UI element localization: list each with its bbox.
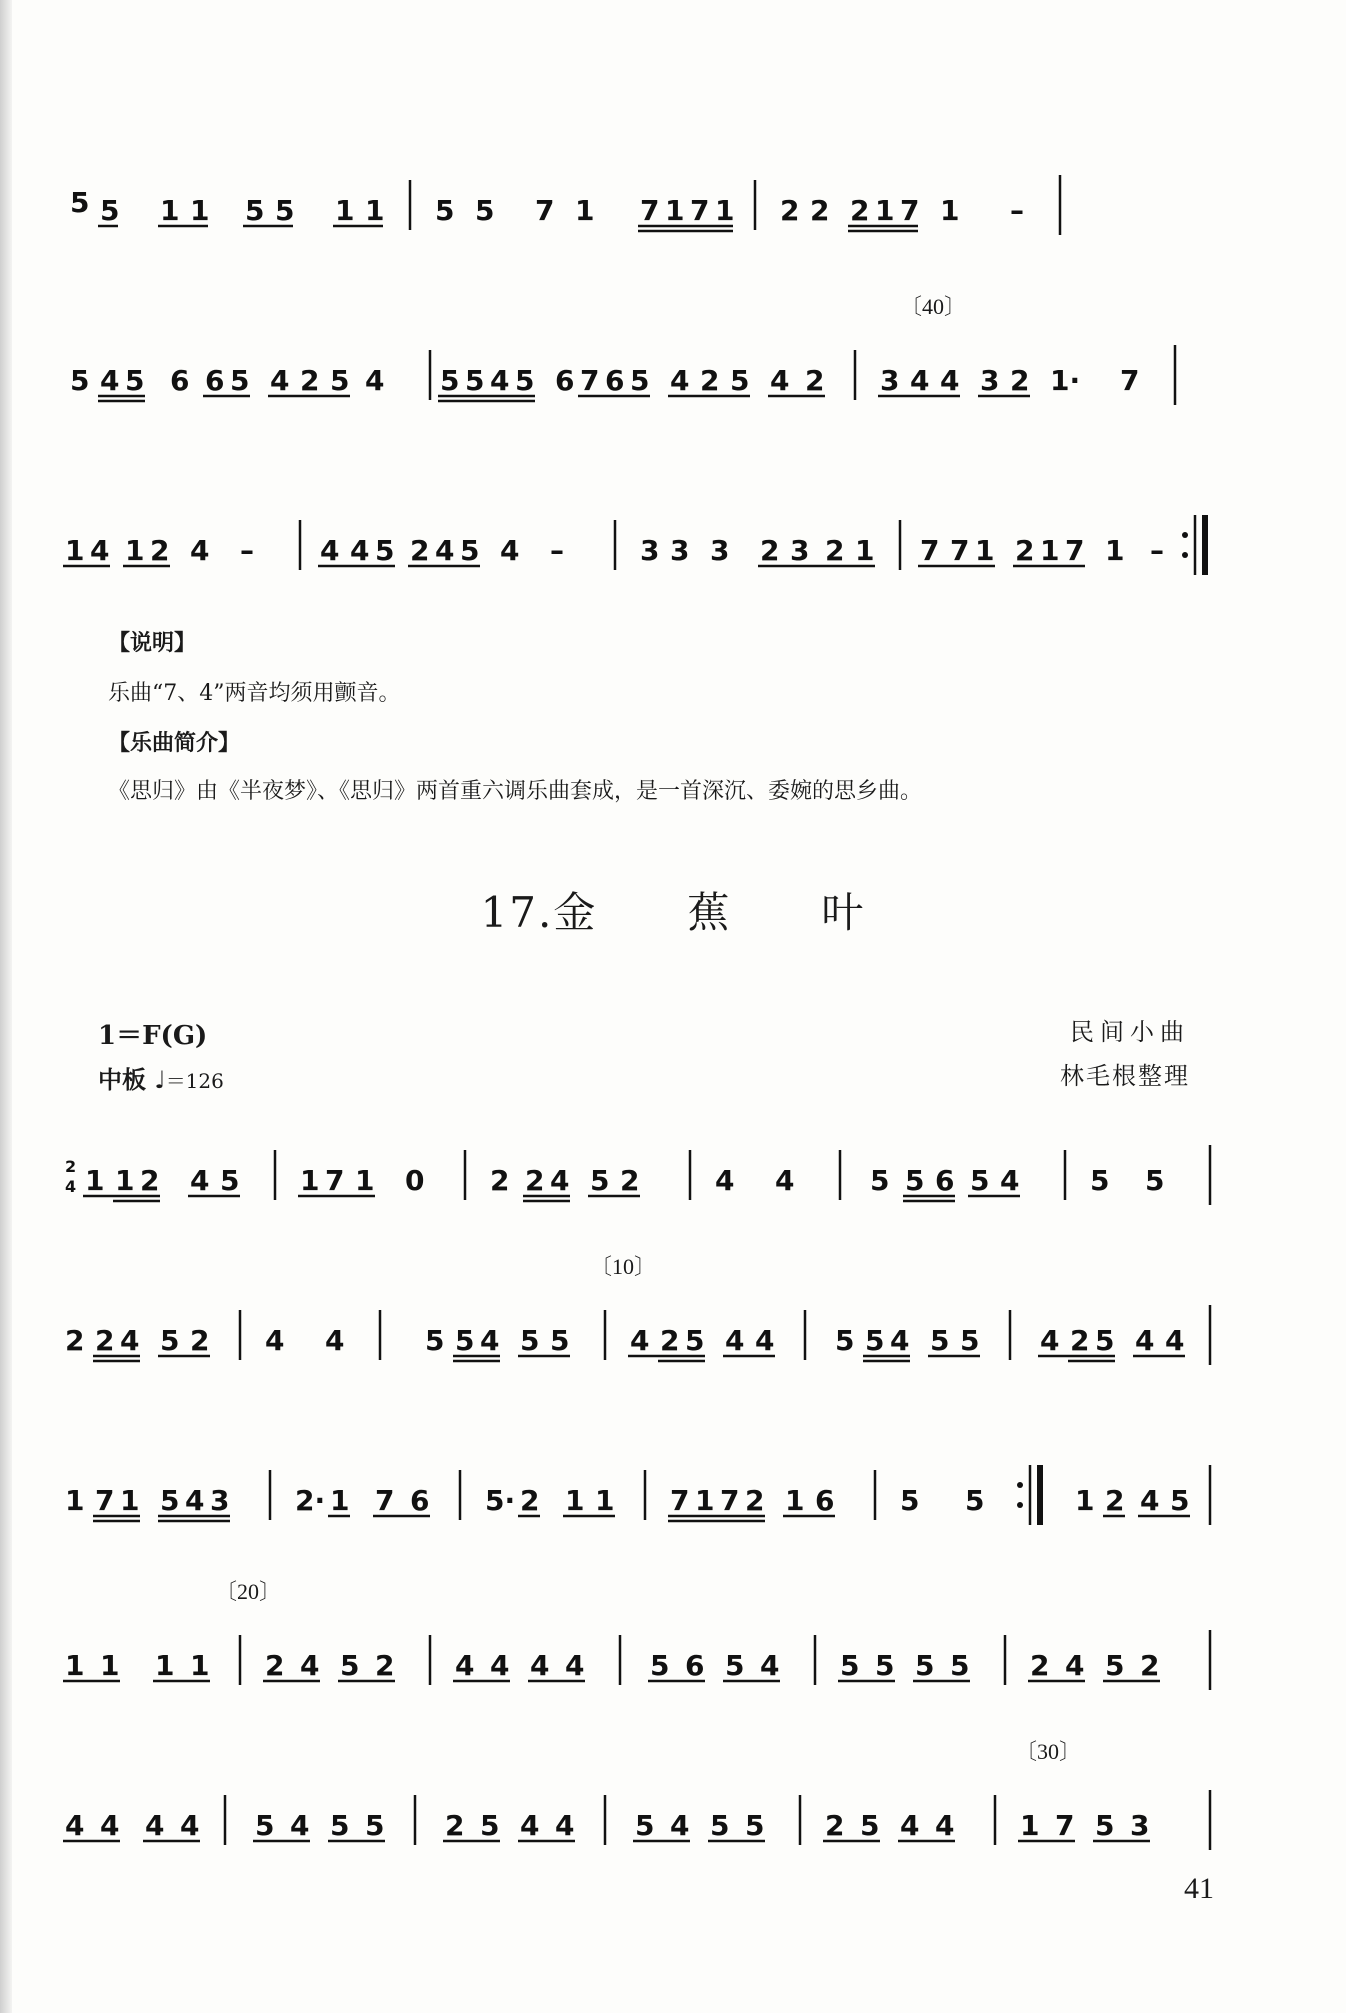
svg-text:1: 1 [365,194,385,227]
svg-text:5: 5 [1095,1324,1115,1357]
svg-text:2: 2 [1010,364,1030,397]
svg-text:5: 5 [100,194,120,227]
svg-text:4: 4 [755,1324,775,1357]
svg-text:1: 1 [120,1484,140,1517]
svg-text:5: 5 [435,194,455,227]
svg-text:6: 6 [555,364,575,397]
svg-text:4: 4 [350,534,370,567]
svg-text:5: 5 [930,1324,950,1357]
svg-text:2: 2 [1105,1484,1125,1517]
svg-text:7: 7 [670,1484,690,1517]
svg-text:2: 2 [850,194,870,227]
svg-text:1·: 1· [1050,364,1081,397]
score-row-8 [60,1739,1220,1875]
svg-text:4: 4 [65,1809,85,1842]
svg-text:4: 4 [145,1809,165,1842]
svg-text:4: 4 [910,364,930,397]
svg-text:4: 4 [565,1649,585,1682]
svg-text:4: 4 [290,1809,310,1842]
svg-text:7: 7 [950,534,970,567]
svg-text:6: 6 [685,1649,705,1682]
explain-text: 乐曲“7、4”两音均须用颤音。 [108,681,401,706]
svg-text:4: 4 [1000,1164,1020,1197]
svg-text:5: 5 [220,1164,240,1197]
svg-text:5: 5 [650,1649,670,1682]
svg-text:5: 5 [1095,1809,1115,1842]
svg-text:4: 4 [1065,1649,1085,1682]
intro-text: 《思归》由《半夜梦》、《思归》两首重六调乐曲套成，是一首深沉、委婉的思乡曲。 [108,779,923,804]
svg-text:1: 1 [715,194,735,227]
svg-text:1: 1 [695,1484,715,1517]
svg-text:6: 6 [170,364,190,397]
svg-text:4: 4 [550,1164,570,1197]
svg-text:4: 4 [555,1809,575,1842]
svg-text:4: 4 [320,534,340,567]
svg-text:5: 5 [710,1809,730,1842]
svg-text:5: 5 [160,1484,180,1517]
svg-text:1: 1 [65,534,85,567]
svg-text:5: 5 [865,1324,885,1357]
svg-text:1: 1 [940,194,960,227]
svg-text:1: 1 [665,194,685,227]
svg-text:4: 4 [935,1809,955,1842]
svg-text:5: 5 [725,1649,745,1682]
svg-text:1: 1 [1020,1809,1040,1842]
score-row-6-graphic [60,1440,1220,1550]
piece-source: 民间小曲 [1070,1018,1190,1046]
svg-text:5: 5 [1090,1164,1110,1197]
score-row-3 [60,490,1220,600]
svg-text:1: 1 [975,534,995,567]
svg-text:2: 2 [190,1324,210,1357]
metronome-value: ＝126 [165,1069,224,1093]
svg-text:4: 4 [190,534,210,567]
svg-text:7: 7 [95,1484,115,1517]
svg-text:5: 5 [685,1324,705,1357]
svg-text:2: 2 [375,1649,395,1682]
bar-number-40: 〔40〕 [900,294,967,319]
svg-text:7: 7 [1055,1809,1075,1842]
svg-text:5: 5 [835,1324,855,1357]
svg-text:5: 5 [635,1809,655,1842]
svg-text:4: 4 [325,1324,345,1357]
svg-text:5: 5 [900,1484,920,1517]
svg-text:5: 5 [480,1809,500,1842]
svg-text:5: 5 [730,364,750,397]
svg-text:4: 4 [725,1324,745,1357]
page-number: 41 [1184,1872,1214,1905]
svg-text:6: 6 [205,364,225,397]
svg-text:1: 1 [65,1649,85,1682]
svg-text:5: 5 [970,1164,990,1197]
piece-arranger: 林毛根整理 [1060,1062,1190,1090]
svg-text:4: 4 [630,1324,650,1357]
svg-text:3: 3 [1130,1809,1150,1842]
svg-text:7: 7 [325,1164,345,1197]
svg-text:4: 4 [100,1809,120,1842]
svg-text:2: 2 [525,1164,545,1197]
svg-text:1: 1 [335,194,355,227]
svg-text:2: 2 [825,534,845,567]
svg-text:5: 5 [860,1809,880,1842]
svg-text:1: 1 [65,1484,85,1517]
svg-text:5: 5 [550,1324,570,1357]
svg-text:4: 4 [100,364,120,397]
svg-text:1: 1 [330,1484,350,1517]
svg-text:3: 3 [980,364,1000,397]
svg-text:2: 2 [300,364,320,397]
svg-text:1: 1 [100,1649,120,1682]
svg-text:5: 5 [515,364,535,397]
svg-text:–: – [1010,194,1024,227]
svg-text:2: 2 [780,194,800,227]
svg-text:1: 1 [1105,534,1125,567]
svg-text:2: 2 [805,364,825,397]
svg-text:5: 5 [590,1164,610,1197]
score-row-6 [60,1440,1220,1550]
piece-title-char-3: 叶 [821,888,866,937]
svg-text:3: 3 [670,534,690,567]
svg-text:2: 2 [410,534,430,567]
svg-text:5: 5 [275,194,295,227]
svg-text:2: 2 [445,1809,465,1842]
svg-text:5: 5 [630,364,650,397]
svg-text:5: 5 [1170,1484,1190,1517]
svg-text:4: 4 [1040,1324,1060,1357]
svg-text:5: 5 [365,1809,385,1842]
svg-text:4: 4 [480,1324,500,1357]
svg-text:1: 1 [1075,1484,1095,1517]
svg-text:5: 5 [915,1649,935,1682]
svg-text:5: 5 [965,1484,985,1517]
svg-text:2: 2 [620,1164,640,1197]
svg-text:5: 5 [870,1164,890,1197]
svg-text:–: – [240,534,254,567]
quarter-note-icon: ♩ [154,1066,166,1094]
svg-text:3: 3 [880,364,900,397]
score-row-1 [60,150,1220,260]
svg-text:6: 6 [815,1484,835,1517]
svg-text:5: 5 [70,364,90,397]
svg-text:5: 5 [440,364,460,397]
svg-text:2: 2 [150,534,170,567]
svg-text:7: 7 [920,534,940,567]
svg-text:2: 2 [65,1324,85,1357]
svg-text:4: 4 [65,1177,77,1196]
svg-text:5: 5 [1145,1164,1165,1197]
svg-text:1: 1 [785,1484,805,1517]
svg-text:5: 5 [460,534,480,567]
svg-text:4: 4 [490,364,510,397]
svg-text:4: 4 [120,1324,140,1357]
svg-text:7: 7 [1065,534,1085,567]
score-row-5 [60,1254,1220,1390]
svg-text:2: 2 [490,1164,510,1197]
svg-text:–: – [1150,534,1164,567]
svg-text:5: 5 [520,1324,540,1357]
svg-text:5: 5 [340,1649,360,1682]
svg-text:5: 5 [960,1324,980,1357]
piece-number: 17. [480,888,554,937]
svg-text:2: 2 [810,194,830,227]
piece-title [0,880,1346,940]
svg-text:1: 1 [595,1484,615,1517]
svg-text:5·: 5· [485,1484,516,1517]
svg-text:4: 4 [435,534,455,567]
svg-text:4: 4 [670,364,690,397]
score-row-8-graphic [60,1765,1220,1875]
score-row-1-graphic [60,150,1220,260]
svg-text:1: 1 [115,1164,135,1197]
svg-text:4: 4 [270,364,290,397]
svg-text:4: 4 [715,1164,735,1197]
score-row-5-graphic [60,1280,1220,1390]
svg-text:5: 5 [950,1649,970,1682]
svg-text:5: 5 [255,1809,275,1842]
svg-text:3: 3 [210,1484,230,1517]
svg-text:2: 2 [760,534,780,567]
explain-heading: 【说明】 [108,631,197,656]
svg-text:2: 2 [65,1157,77,1176]
intro-heading: 【乐曲简介】 [108,731,241,756]
svg-text:5: 5 [745,1809,765,1842]
svg-text:1: 1 [190,1649,210,1682]
svg-text:4: 4 [760,1649,780,1682]
svg-text:4: 4 [500,534,520,567]
svg-text:4: 4 [1135,1324,1155,1357]
svg-text:4: 4 [670,1809,690,1842]
svg-text:5: 5 [160,1324,180,1357]
svg-text:5: 5 [125,364,145,397]
piece-title-char-2: 蕉 [687,888,732,937]
svg-text:2: 2 [825,1809,845,1842]
svg-text:3: 3 [710,534,730,567]
svg-text:–: – [550,534,564,567]
svg-text:5: 5 [475,194,495,227]
svg-text:4: 4 [940,364,960,397]
svg-text:5: 5 [840,1649,860,1682]
svg-text:5: 5 [330,364,350,397]
score-row-2 [60,294,1220,430]
scan-edge [0,0,12,2013]
tempo [98,1060,224,1095]
svg-text:7: 7 [535,194,555,227]
svg-text:5: 5 [455,1324,475,1357]
svg-text:4: 4 [190,1164,210,1197]
svg-text:2: 2 [140,1164,160,1197]
svg-text:6: 6 [605,364,625,397]
svg-text:1: 1 [160,194,180,227]
svg-text:5: 5 [375,534,395,567]
tempo-text: 中板 [98,1066,146,1094]
svg-text:1: 1 [300,1164,320,1197]
svg-text:4: 4 [455,1649,475,1682]
svg-text:1: 1 [575,194,595,227]
svg-text:4: 4 [530,1649,550,1682]
svg-text:2: 2 [1015,534,1035,567]
svg-text:7: 7 [640,194,660,227]
svg-text:7: 7 [720,1484,740,1517]
svg-text:2·: 2· [295,1484,326,1517]
piece-title-char-1: 金 [553,888,598,937]
svg-text:0: 0 [405,1164,425,1197]
svg-text:4: 4 [520,1809,540,1842]
bar-number-30: 〔30〕 [1015,1739,1082,1764]
score-row-7 [60,1579,1220,1715]
score-row-4-graphic [60,1120,1220,1230]
svg-text:4: 4 [1140,1484,1160,1517]
svg-text:5: 5 [70,186,90,219]
svg-text:5: 5 [875,1649,895,1682]
svg-text:4: 4 [365,364,385,397]
svg-text:2: 2 [265,1649,285,1682]
svg-text:1: 1 [565,1484,585,1517]
svg-text:4: 4 [770,364,790,397]
svg-text:2: 2 [1140,1649,1160,1682]
svg-text:2: 2 [700,364,720,397]
svg-text:4: 4 [180,1809,200,1842]
svg-text:5: 5 [230,364,250,397]
svg-text:4: 4 [490,1649,510,1682]
svg-text:7: 7 [1120,364,1140,397]
svg-text:7: 7 [580,364,600,397]
svg-text:7: 7 [690,194,710,227]
svg-text:1: 1 [355,1164,375,1197]
svg-text:2: 2 [745,1484,765,1517]
svg-text:1: 1 [875,194,895,227]
svg-text:5: 5 [1105,1649,1125,1682]
svg-text:6: 6 [935,1164,955,1197]
svg-text:5: 5 [245,194,265,227]
svg-text:2: 2 [1030,1649,1050,1682]
svg-text:4: 4 [775,1164,795,1197]
svg-text:1: 1 [855,534,875,567]
bar-number-10: 〔10〕 [590,1254,657,1279]
svg-text:4: 4 [1165,1324,1185,1357]
svg-text:4: 4 [300,1649,320,1682]
svg-text:4: 4 [265,1324,285,1357]
key-signature: 1＝F(G) [98,1021,208,1051]
svg-text:5: 5 [905,1164,925,1197]
svg-text:1: 1 [155,1649,175,1682]
svg-text:1: 1 [125,534,145,567]
svg-text:4: 4 [890,1324,910,1357]
svg-text:5: 5 [330,1809,350,1842]
svg-text:4: 4 [90,534,110,567]
svg-text:5: 5 [465,364,485,397]
score-row-4 [60,1120,1220,1230]
svg-text:7: 7 [900,194,920,227]
svg-text:1: 1 [190,194,210,227]
score-row-3-graphic [60,490,1220,600]
bar-number-20: 〔20〕 [215,1579,282,1604]
svg-text:2: 2 [1070,1324,1090,1357]
svg-text:1: 1 [1040,534,1060,567]
score-row-2-graphic [60,320,1220,430]
svg-text:7: 7 [375,1484,395,1517]
svg-text:2: 2 [95,1324,115,1357]
svg-text:2: 2 [660,1324,680,1357]
svg-text:1: 1 [85,1164,105,1197]
svg-text:5: 5 [425,1324,445,1357]
svg-text:3: 3 [640,534,660,567]
svg-text:4: 4 [900,1809,920,1842]
svg-text:2: 2 [520,1484,540,1517]
score-row-7-graphic [60,1605,1220,1715]
svg-text:3: 3 [790,534,810,567]
svg-text:4: 4 [185,1484,205,1517]
svg-text:6: 6 [410,1484,430,1517]
